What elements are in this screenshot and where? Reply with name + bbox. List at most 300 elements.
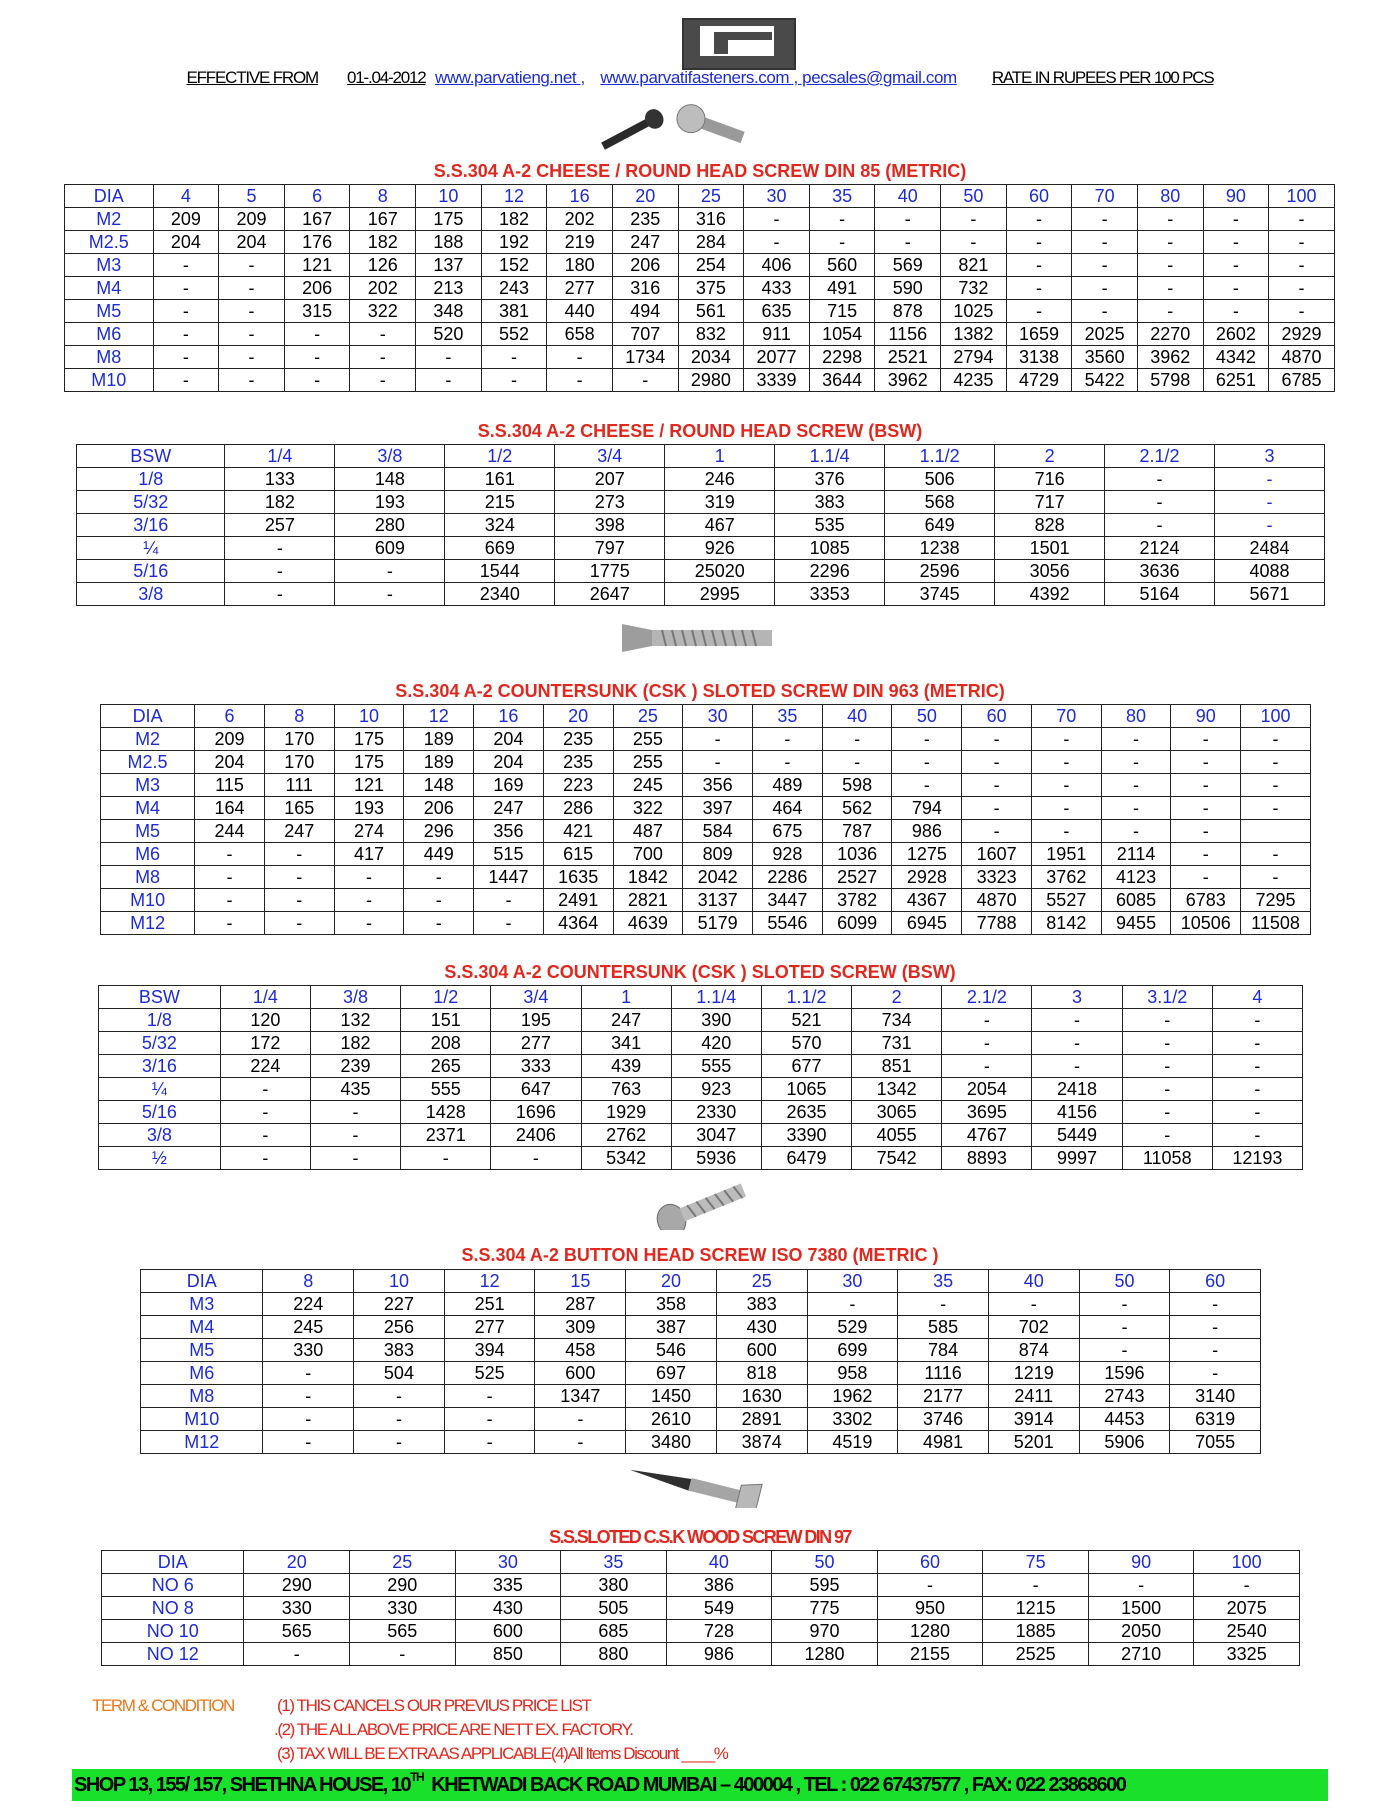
price-table-cheese-bsw [76, 444, 1325, 606]
column-header: 40 [875, 185, 941, 208]
row-header: M10 [65, 369, 154, 392]
price-cell: - [1101, 774, 1171, 797]
price-cell: 2484 [1215, 537, 1325, 560]
price-cell: 2034 [678, 346, 744, 369]
price-cell: - [474, 889, 544, 912]
price-cell: - [219, 300, 285, 323]
column-header: 3 [1215, 445, 1325, 468]
column-header: 25 [716, 1270, 807, 1293]
price-cell: 6783 [1171, 889, 1241, 912]
effective-label: EFFECTIVE FROM [186, 68, 318, 87]
price-cell: - [1269, 231, 1335, 254]
price-cell: 732 [941, 277, 1007, 300]
table-header-row [141, 1270, 1261, 1293]
price-cell: 193 [334, 797, 404, 820]
price-cell: 3480 [626, 1431, 717, 1454]
price-cell: 315 [284, 300, 350, 323]
column-header: 6 [284, 185, 350, 208]
price-cell: - [1171, 774, 1241, 797]
column-header: 60 [1006, 185, 1072, 208]
price-cell: - [1032, 1055, 1122, 1078]
price-cell: - [153, 346, 219, 369]
price-cell: 5179 [683, 912, 753, 935]
price-cell: - [481, 369, 547, 392]
column-header: 6 [195, 705, 265, 728]
price-cell: - [1101, 797, 1171, 820]
price-cell: - [1122, 1078, 1212, 1101]
price-cell: - [1194, 1574, 1300, 1597]
price-cell: 1219 [988, 1362, 1079, 1385]
price-cell: 330 [350, 1597, 456, 1620]
price-cell: 1025 [941, 300, 1007, 323]
price-cell: - [941, 208, 1007, 231]
price-cell: - [225, 583, 335, 606]
price-cell: - [822, 728, 892, 751]
column-header: 20 [244, 1551, 350, 1574]
price-cell: 440 [547, 300, 613, 323]
row-header: M6 [65, 323, 154, 346]
price-cell: 3140 [1170, 1385, 1261, 1408]
price-cell: 2647 [555, 583, 665, 606]
table-title-csk-bsw: S.S.304 A-2 COUNTERSUNK (CSK ) SLOTED SCREW (BSW) [444, 962, 956, 982]
price-cell: 635 [744, 300, 810, 323]
price-cell: 8142 [1031, 912, 1101, 935]
price-cell: 4767 [942, 1124, 1032, 1147]
price-cell: 316 [678, 208, 744, 231]
price-cell: 649 [885, 514, 995, 537]
row-header: M4 [65, 277, 154, 300]
price-cell: - [350, 346, 416, 369]
price-cell: 4519 [807, 1431, 898, 1454]
column-header: 50 [1079, 1270, 1170, 1293]
price-cell: 3746 [898, 1408, 989, 1431]
row-header: ¼ [77, 537, 225, 560]
price-cell: 9997 [1032, 1147, 1122, 1170]
table-row [101, 866, 1311, 889]
price-cell: 699 [807, 1339, 898, 1362]
price-cell: 322 [613, 797, 683, 820]
price-cell: 182 [481, 208, 547, 231]
price-cell: 568 [885, 491, 995, 514]
price-cell: 247 [264, 820, 334, 843]
price-cell: 206 [612, 254, 678, 277]
price-cell: 2602 [1203, 323, 1269, 346]
price-cell: 6251 [1203, 369, 1269, 392]
table-row [141, 1431, 1261, 1454]
column-header: 1 [665, 445, 775, 468]
price-cell: 296 [404, 820, 474, 843]
price-cell: 9455 [1101, 912, 1171, 935]
price-cell: 1347 [535, 1385, 626, 1408]
price-cell: 390 [671, 1009, 761, 1032]
column-header: 40 [988, 1270, 1079, 1293]
price-cell: 5201 [988, 1431, 1079, 1454]
website-link-1[interactable]: www.parvatieng.net , [435, 68, 585, 87]
price-cell: - [892, 751, 962, 774]
row-header: M6 [101, 843, 195, 866]
price-cell: - [1137, 208, 1203, 231]
price-cell: 204 [219, 231, 285, 254]
table-row [101, 912, 1311, 935]
price-cell: - [1203, 208, 1269, 231]
price-cell: 1342 [852, 1078, 942, 1101]
price-cell: - [1215, 468, 1325, 491]
countersunk-screw-image [618, 616, 778, 660]
price-cell: 180 [547, 254, 613, 277]
price-cell: 206 [284, 277, 350, 300]
price-cell: 5546 [753, 912, 823, 935]
price-cell: 2155 [877, 1643, 983, 1666]
table-row [101, 843, 1311, 866]
price-cell: 290 [244, 1574, 350, 1597]
price-cell: 3782 [822, 889, 892, 912]
column-header: 4 [1212, 986, 1302, 1009]
price-cell: - [474, 912, 544, 935]
price-cell: 2762 [581, 1124, 671, 1147]
column-header: 2.1/2 [942, 986, 1032, 1009]
table-row [99, 1101, 1303, 1124]
price-cell: 430 [716, 1316, 807, 1339]
price-cell: 1500 [1088, 1597, 1194, 1620]
price-cell: - [1212, 1009, 1302, 1032]
table-row [101, 751, 1311, 774]
price-cell: 245 [613, 774, 683, 797]
column-header: 3/4 [555, 445, 665, 468]
price-cell: 504 [354, 1362, 445, 1385]
price-cell: 6479 [761, 1147, 851, 1170]
column-header: 16 [474, 705, 544, 728]
price-cell: - [219, 369, 285, 392]
price-cell: - [942, 1009, 1032, 1032]
price-cell: 1275 [892, 843, 962, 866]
table-title-cheese-bsw: S.S.304 A-2 CHEESE / ROUND HEAD SCREW (BSW) [477, 421, 923, 441]
row-header: M8 [101, 866, 195, 889]
price-cell: 2525 [983, 1643, 1089, 1666]
price-cell: - [1212, 1032, 1302, 1055]
price-cell: 151 [401, 1009, 491, 1032]
price-cell: 505 [561, 1597, 667, 1620]
table-row [65, 323, 1335, 346]
table-row [101, 820, 1311, 843]
price-cell: - [1170, 1339, 1261, 1362]
price-cell: 2406 [491, 1124, 581, 1147]
price-cell: 167 [350, 208, 416, 231]
price-cell: - [1031, 751, 1101, 774]
price-cell: - [401, 1147, 491, 1170]
price-cell: - [898, 1293, 989, 1316]
price-cell: - [335, 560, 445, 583]
price-cell: 224 [220, 1055, 310, 1078]
price-cell: 2340 [445, 583, 555, 606]
price-cell: 647 [491, 1078, 581, 1101]
column-header: 30 [744, 185, 810, 208]
price-cell: 675 [753, 820, 823, 843]
row-header: 5/16 [99, 1101, 221, 1124]
price-cell: 491 [809, 277, 875, 300]
column-header: 70 [1031, 705, 1101, 728]
table-row [65, 346, 1335, 369]
price-cell: 164 [195, 797, 265, 820]
price-cell: 383 [354, 1339, 445, 1362]
price-cell: - [1088, 1574, 1194, 1597]
price-cell: - [942, 1055, 1032, 1078]
price-cell: 244 [195, 820, 265, 843]
column-header: 2 [852, 986, 942, 1009]
price-cell: - [153, 369, 219, 392]
column-header: 8 [263, 1270, 354, 1293]
price-cell: 319 [665, 491, 775, 514]
table-row [101, 774, 1311, 797]
price-cell: 515 [474, 843, 544, 866]
price-cell: 247 [474, 797, 544, 820]
price-cell: 2995 [665, 583, 775, 606]
price-cell: - [983, 1574, 1089, 1597]
price-cell: 4639 [613, 912, 683, 935]
price-cell: 126 [350, 254, 416, 277]
column-header: 80 [1101, 705, 1171, 728]
price-cell: - [310, 1124, 400, 1147]
price-cell: - [1079, 1316, 1170, 1339]
column-header: 30 [455, 1551, 561, 1574]
price-cell: 2710 [1088, 1643, 1194, 1666]
price-cell: 284 [678, 231, 744, 254]
price-cell: 430 [455, 1597, 561, 1620]
price-cell: 794 [892, 797, 962, 820]
table-row [141, 1293, 1261, 1316]
price-cell: 380 [561, 1574, 667, 1597]
price-cell: - [1006, 231, 1072, 254]
price-cell: 148 [404, 774, 474, 797]
column-header: 100 [1241, 705, 1311, 728]
price-cell: 1156 [875, 323, 941, 346]
price-cell: 3353 [775, 583, 885, 606]
price-cell: - [1122, 1032, 1212, 1055]
row-header: 5/16 [77, 560, 225, 583]
price-cell: - [263, 1431, 354, 1454]
price-cell: - [547, 346, 613, 369]
price-cell: 6785 [1269, 369, 1335, 392]
price-cell: 255 [613, 728, 683, 751]
price-cell: 3914 [988, 1408, 1079, 1431]
price-cell: 569 [875, 254, 941, 277]
price-cell: - [354, 1385, 445, 1408]
column-header: 1.1/2 [761, 986, 851, 1009]
price-cell: - [1031, 774, 1101, 797]
price-cell: 170 [264, 751, 334, 774]
price-cell: 330 [263, 1339, 354, 1362]
price-cell: - [444, 1431, 535, 1454]
price-cell: - [225, 560, 335, 583]
price-cell: - [1203, 300, 1269, 323]
price-cell: 235 [543, 751, 613, 774]
price-cell: 2124 [1105, 537, 1215, 560]
header-line [0, 68, 1400, 88]
table-row [101, 728, 1311, 751]
price-cell: 4055 [852, 1124, 942, 1147]
price-cell: 3323 [962, 866, 1032, 889]
row-header: M5 [101, 820, 195, 843]
price-cell: 1280 [772, 1643, 878, 1666]
price-cell: 570 [761, 1032, 851, 1055]
price-cell: 132 [310, 1009, 400, 1032]
column-header: DIA [141, 1270, 263, 1293]
price-cell: 309 [535, 1316, 626, 1339]
table-row [77, 560, 1325, 583]
row-header: M2 [101, 728, 195, 751]
price-cell: - [1269, 208, 1335, 231]
price-cell: 590 [875, 277, 941, 300]
price-cell: 383 [775, 491, 885, 514]
price-cell: - [1241, 866, 1311, 889]
price-cell: 3056 [995, 560, 1105, 583]
price-cell: - [753, 728, 823, 751]
price-cell: 4392 [995, 583, 1105, 606]
column-header: 50 [941, 185, 1007, 208]
price-cell: 828 [995, 514, 1105, 537]
price-cell: 5164 [1105, 583, 1215, 606]
price-cell: 520 [416, 323, 482, 346]
price-cell: 4156 [1032, 1101, 1122, 1124]
price-cell: 245 [263, 1316, 354, 1339]
price-cell: 4870 [1269, 346, 1335, 369]
price-cell: 851 [852, 1055, 942, 1078]
price-cell: 133 [225, 468, 335, 491]
price-cell: 716 [995, 468, 1105, 491]
price-cell: - [1203, 277, 1269, 300]
table-row [65, 254, 1335, 277]
price-cell: 251 [444, 1293, 535, 1316]
price-cell: 204 [195, 751, 265, 774]
button-head-screw-image [646, 1180, 756, 1230]
price-cell: 417 [334, 843, 404, 866]
price-cell: 3137 [683, 889, 753, 912]
table-header-row [65, 185, 1335, 208]
row-header: M2.5 [65, 231, 154, 254]
price-cell: - [962, 751, 1032, 774]
column-header: 2 [995, 445, 1105, 468]
price-cell: 521 [761, 1009, 851, 1032]
price-cell: 335 [455, 1574, 561, 1597]
price-cell: 535 [775, 514, 885, 537]
price-cell: 2527 [822, 866, 892, 889]
price-cell: 809 [683, 843, 753, 866]
row-header: 5/32 [99, 1032, 221, 1055]
price-cell: - [941, 231, 1007, 254]
table-header-row [101, 705, 1311, 728]
row-header: M4 [101, 797, 195, 820]
price-cell: 7055 [1170, 1431, 1261, 1454]
price-cell: 728 [666, 1620, 772, 1643]
column-header: 50 [772, 1551, 878, 1574]
column-header: 16 [547, 185, 613, 208]
price-cell: 2411 [988, 1385, 1079, 1408]
price-cell: 585 [898, 1316, 989, 1339]
price-cell: - [1122, 1009, 1212, 1032]
price-cell: 3302 [807, 1408, 898, 1431]
price-cell: 926 [665, 537, 775, 560]
column-header: 35 [809, 185, 875, 208]
footer-sup: TH [410, 1770, 424, 1784]
price-cell: 176 [284, 231, 350, 254]
price-cell: - [1122, 1124, 1212, 1147]
price-cell: 175 [416, 208, 482, 231]
price-cell: 549 [666, 1597, 772, 1620]
price-cell: 1450 [626, 1385, 717, 1408]
price-cell: 821 [941, 254, 1007, 277]
price-cell: - [354, 1431, 445, 1454]
table-title-wood-screw: S.S.SLOTED C.S.K WOOD SCREW DIN 97 [549, 1527, 851, 1547]
price-cell: 1929 [581, 1101, 671, 1124]
column-header: 75 [983, 1551, 1089, 1574]
price-cell: 1544 [445, 560, 555, 583]
price-cell: - [1105, 491, 1215, 514]
price-cell: - [404, 866, 474, 889]
price-cell: 161 [445, 468, 555, 491]
price-cell: 600 [535, 1362, 626, 1385]
price-cell: 464 [753, 797, 823, 820]
price-cell: - [744, 208, 810, 231]
price-cell: 1951 [1031, 843, 1101, 866]
row-header: M5 [65, 300, 154, 323]
price-cell: - [1101, 751, 1171, 774]
website-link-2[interactable]: www.parvatifasteners.com , pecsales@gmail.com [600, 68, 957, 87]
price-cell: 3138 [1006, 346, 1072, 369]
table-header-row [102, 1551, 1300, 1574]
price-cell: 609 [335, 537, 445, 560]
price-cell: 182 [225, 491, 335, 514]
row-header: M4 [141, 1316, 263, 1339]
price-cell: - [219, 346, 285, 369]
price-cell: 3390 [761, 1124, 851, 1147]
price-cell: 832 [678, 323, 744, 346]
price-cell: - [892, 728, 962, 751]
price-cell: 316 [612, 277, 678, 300]
price-cell: - [942, 1032, 1032, 1055]
column-header: DIA [101, 705, 195, 728]
table-row [141, 1385, 1261, 1408]
column-header: 12 [481, 185, 547, 208]
price-cell: 658 [547, 323, 613, 346]
price-cell: 5671 [1215, 583, 1325, 606]
price-cell: 850 [455, 1643, 561, 1666]
price-cell: 2596 [885, 560, 995, 583]
price-cell: - [153, 323, 219, 346]
price-cell: 387 [626, 1316, 717, 1339]
price-table-csk-bsw [98, 985, 1303, 1170]
price-cell: 175 [334, 751, 404, 774]
price-cell: 1696 [491, 1101, 581, 1124]
price-cell: - [1269, 300, 1335, 323]
price-cell: 529 [807, 1316, 898, 1339]
column-header: 3/8 [310, 986, 400, 1009]
price-cell: - [264, 912, 334, 935]
row-header: ½ [99, 1147, 221, 1170]
price-cell: 3065 [852, 1101, 942, 1124]
price-cell: 1215 [983, 1597, 1089, 1620]
price-cell: 287 [535, 1293, 626, 1316]
column-header: BSW [77, 445, 225, 468]
price-cell: 348 [416, 300, 482, 323]
price-cell: 4367 [892, 889, 962, 912]
price-cell: 775 [772, 1597, 878, 1620]
effective-date: 01-.04-2012 [347, 68, 426, 87]
price-cell: - [284, 346, 350, 369]
price-cell: 3047 [671, 1124, 761, 1147]
price-cell: 356 [683, 774, 753, 797]
price-cell: 5798 [1137, 369, 1203, 392]
price-cell: 6945 [892, 912, 962, 935]
table-row [141, 1339, 1261, 1362]
